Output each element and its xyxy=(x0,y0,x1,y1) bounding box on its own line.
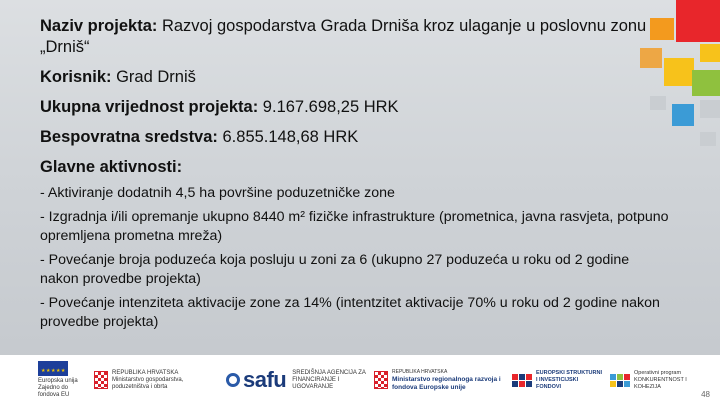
decor-square xyxy=(700,132,716,146)
activity-item: - Povećanje intenziteta aktivacije zone za 14% (intentzitet aktivacije 70% u roku od 2 godine nakon provedbe projekta) xyxy=(40,295,660,330)
activity-item: - Aktiviranje dodatnih 4,5 ha površine poduzetničke zone xyxy=(40,185,395,201)
esi-funds-logo xyxy=(512,361,604,399)
project-grant: Bespovratna sredstva: 6.855.148,68 HRK xyxy=(40,128,359,146)
eu-flag-icon xyxy=(38,361,68,376)
project-total: Ukupna vrijednost projekta: 9.167.698,25 HRK xyxy=(40,98,399,116)
ministry-regional-text: Ministarstvo regionalnoga razvoja i fondova Europske unije xyxy=(392,375,501,391)
decor-square xyxy=(700,44,720,62)
op-logo xyxy=(610,361,692,399)
safu-word: safu xyxy=(243,367,287,392)
eu-logo-text: Europska unija Zajedno do fondova EU xyxy=(38,378,78,398)
decor-square xyxy=(700,100,720,118)
op-mark-icon xyxy=(610,374,630,387)
decor-square xyxy=(672,104,694,126)
safu-text: SREDIŠNJA AGENCIJA ZA FINANCIRANJE I UGOVARANJE xyxy=(292,369,366,390)
croatian-coat-of-arms-icon xyxy=(94,371,108,389)
safu-logo xyxy=(226,361,372,399)
esi-funds-text: EUROPSKI STRUKTURNI I INVESTICIJSKI FONDOVI xyxy=(536,369,603,390)
page-number: 48 xyxy=(701,390,710,399)
logo-footer xyxy=(0,355,720,405)
activity-item: - Povećanje broja poduzeća koja posluju u zoni za 6 (ukupno 27 poduzeća u roku od 2 godine nakon provedbe projekta) xyxy=(40,252,630,287)
croatian-coat-of-arms-icon xyxy=(374,371,388,389)
activities-list xyxy=(40,184,670,332)
ministry-regional-logo xyxy=(374,361,502,399)
decor-square xyxy=(676,0,720,42)
op-text: Operativni program KONKURENTNOST I KOHEZIJA xyxy=(634,369,687,390)
activity-item: - Izgradnja i/ili opremanje ukupno 8440 m² fizičke infrastrukture (prometnica, javna rasvjeta, potpuno opremljena prometna mreža) xyxy=(40,209,669,244)
esi-funds-mark-icon xyxy=(512,374,532,387)
activities-heading: Glavne aktivnosti: xyxy=(40,158,183,176)
ministry-regional-small: REPUBLIKA HRVATSKA xyxy=(392,368,448,375)
project-user: Korisnik: Grad Drniš xyxy=(40,68,196,86)
safu-mark-icon xyxy=(226,373,240,387)
decor-square xyxy=(692,70,720,96)
slide-content xyxy=(40,16,670,337)
eu-logo xyxy=(38,361,88,399)
project-name: Naziv projekta: Razvoj gospodarstva Grada Drniša kroz ulaganje u poslovnu zonu „Drniš“ xyxy=(40,17,647,56)
ministry-economy-logo xyxy=(94,361,207,399)
ministry-economy-text: REPUBLIKA HRVATSKA Ministarstvo gospodarstva, poduzetništva i obrta xyxy=(112,369,184,390)
